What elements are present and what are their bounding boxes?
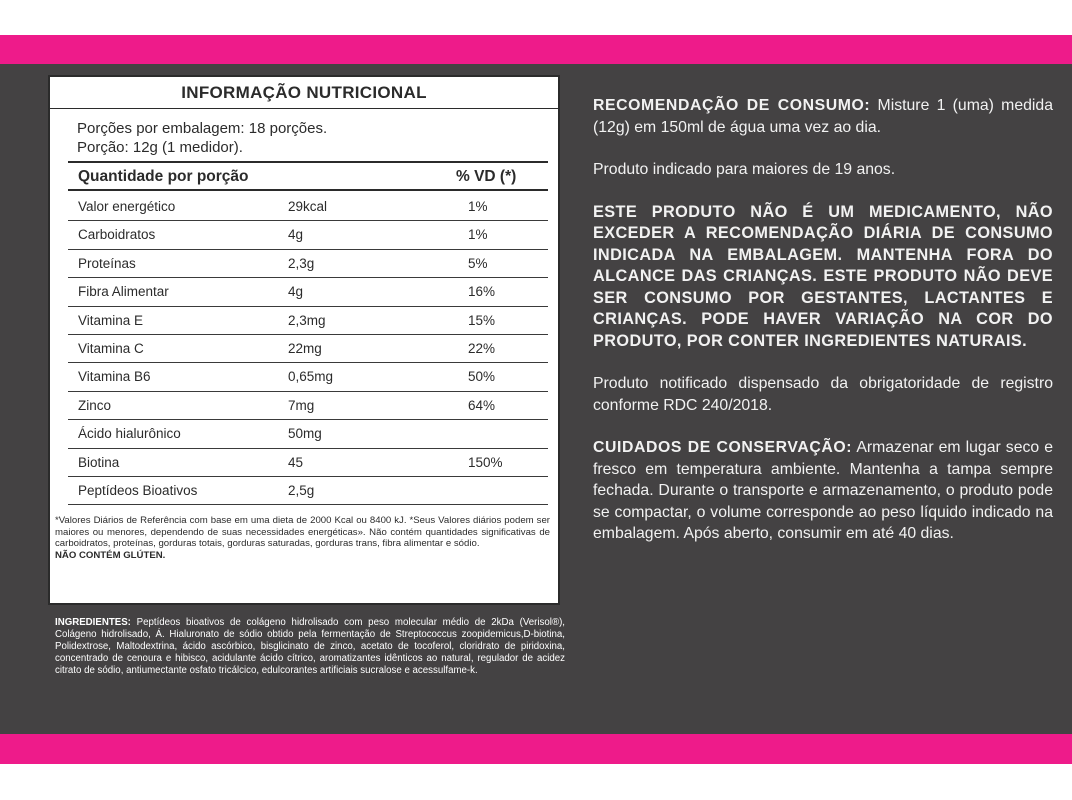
ingredients-label: INGREDIENTES:: [55, 617, 131, 628]
nutrient-amount: 2,3g: [288, 255, 315, 271]
nutrient-amount: 2,3mg: [288, 312, 326, 328]
nutrient-vd: 64%: [468, 397, 496, 413]
vd-header: % VD (*): [456, 168, 517, 185]
nutrient-name: Biotina: [78, 454, 120, 470]
table-row: [68, 449, 548, 477]
portion-size: Porção: 12g (1 medidor).: [77, 139, 243, 156]
consumer-info-column: [593, 95, 1053, 545]
recommendation-text: Misture 1 (uma) medida (12g) em 150ml de água uma vez ao dia.: [593, 97, 1053, 136]
age-note: Produto indicado para maiores de 19 anos.: [593, 161, 896, 178]
nutrient-name: Vitamina B6: [78, 369, 151, 385]
nutrient-vd: 15%: [468, 312, 496, 328]
nutrient-amount: 45: [288, 454, 304, 470]
nutrient-amount: 50mg: [288, 426, 322, 442]
ingredients-block: [55, 617, 565, 677]
table-header: [68, 161, 548, 191]
table-row: [68, 392, 548, 420]
nutrient-amount: 7mg: [288, 397, 315, 413]
nutrient-amount: 4g: [288, 227, 304, 243]
nutrient-vd: 1%: [468, 227, 488, 243]
nutrient-name: Proteínas: [78, 255, 136, 271]
nutrient-name: Vitamina C: [78, 340, 144, 356]
nutrient-vd: 50%: [468, 369, 496, 385]
table-row: [68, 193, 548, 221]
nutrient-amount: 0,65mg: [288, 369, 334, 385]
table-row: [68, 250, 548, 278]
table-row: [68, 278, 548, 306]
top-pink-stripe: [0, 35, 1072, 64]
nutrient-name: Ácido hialurônico: [78, 426, 181, 442]
nutrition-footnote: [55, 515, 550, 561]
table-row: [68, 420, 548, 448]
nutrient-vd: 1%: [468, 199, 488, 214]
nutrient-amount: 4g: [288, 284, 304, 300]
nutrient-vd: 22%: [468, 340, 496, 356]
nutrition-title: INFORMAÇÃO NUTRICIONAL: [50, 77, 558, 109]
nutrient-vd: 5%: [468, 255, 488, 271]
table-row: [68, 221, 548, 249]
nutrient-name: Fibra Alimentar: [78, 284, 169, 300]
nutrient-name: Carboidratos: [78, 227, 156, 243]
recommendation-label: RECOMENDAÇÃO DE CONSUMO:: [593, 97, 871, 114]
bottom-pink-stripe: [0, 734, 1072, 764]
table-row: [68, 335, 548, 363]
table-row: [68, 477, 548, 505]
nutrient-rows: [68, 193, 548, 505]
gluten-notice: NÃO CONTÉM GLÚTEN.: [55, 549, 166, 561]
nutrient-vd: 150%: [468, 454, 503, 470]
notification-text: Produto notificado dispensado da obrigatoridade de registro conforme RDC 240/2018.: [593, 375, 1053, 414]
nutrient-name: Valor energético: [78, 199, 176, 214]
table-row: [68, 363, 548, 391]
table-row: [68, 307, 548, 335]
care-text: Armazenar em lugar seco e fresco em temperatura ambiente. Mantenha a tampa sempre fechada. Durante o transporte e armazenamento, o produto pode se compactar, o volume corresponde ao peso líquido indicado na embalagem. Após aberto, consumir em até 40 dias.: [593, 439, 1053, 542]
quantity-header: Quantidade por porção: [78, 168, 249, 185]
nutrient-vd: 16%: [468, 284, 496, 300]
nutrient-name: Vitamina E: [78, 312, 144, 328]
ingredients-text: Peptídeos bioativos de colágeno hidrolisado com peso molecular médio de 2kDa (Verisol®), Colágeno hidrolisado, Á. Hialuronato de sódio obtido pela fermentação de Streptococcus zoopidemicus,D-biotina, Polidextrose, Maltodextrina, ácido ascórbico, bisglicinato de zinco, acetato de tocoferol, cloridrato de piridoxina, concentrado de cenoura e hibisco, acidulante ácido cítrico, aromatizantes idênticos ao natural, regulador de acidez citrato de sódio, antiumectante osfato tricálcico, edulcorantes artificiais sucralose e acessulfame-k.: [55, 617, 565, 676]
recommendation-paragraph: [593, 95, 1053, 138]
footnote-text: *Valores Diários de Referência com base em uma dieta de 2000 Kcal ou 8400 kJ. *Seus Valores diários podem ser maiores ou menores, dependendo de suas necessidades energéticas». Não contém quantidades significativas de carboidratos, proteínas, gorduras totais, gorduras saturadas, gorduras trans, fibra alimentar e sódio.: [55, 515, 550, 550]
nutrient-amount: 22mg: [288, 340, 322, 356]
nutrient-amount: 2,5g: [288, 482, 315, 498]
care-paragraph: [593, 437, 1053, 545]
nutrition-facts-table: [48, 75, 560, 605]
nutrient-name: Zinco: [78, 397, 112, 413]
nutrient-name: Peptídeos Bioativos: [78, 482, 198, 498]
portions-info: [77, 119, 327, 157]
warning-text: ESTE PRODUTO NÃO É UM MEDICAMENTO, NÃO EXCEDER A RECOMENDAÇÃO DIÁRIA DE CONSUMO INDICADA NA EMBALAGEM. MANTENHA FORA DO ALCANCE DAS CRIANÇAS. ESTE PRODUTO NÃO DEVE SER CONSUMO POR GESTANTES, LACTANTES E CRIANÇAS. PODE HAVER VARIAÇÃO NA COR DO PRODUTO, POR CONTER INGREDIENTES NATURAIS.: [593, 202, 1053, 350]
portions-per-pack: Porções por embalagem: 18 porções.: [77, 120, 328, 137]
nutrient-amount: 29kcal: [288, 199, 328, 214]
care-label: CUIDADOS DE CONSERVAÇÃO:: [593, 439, 853, 456]
